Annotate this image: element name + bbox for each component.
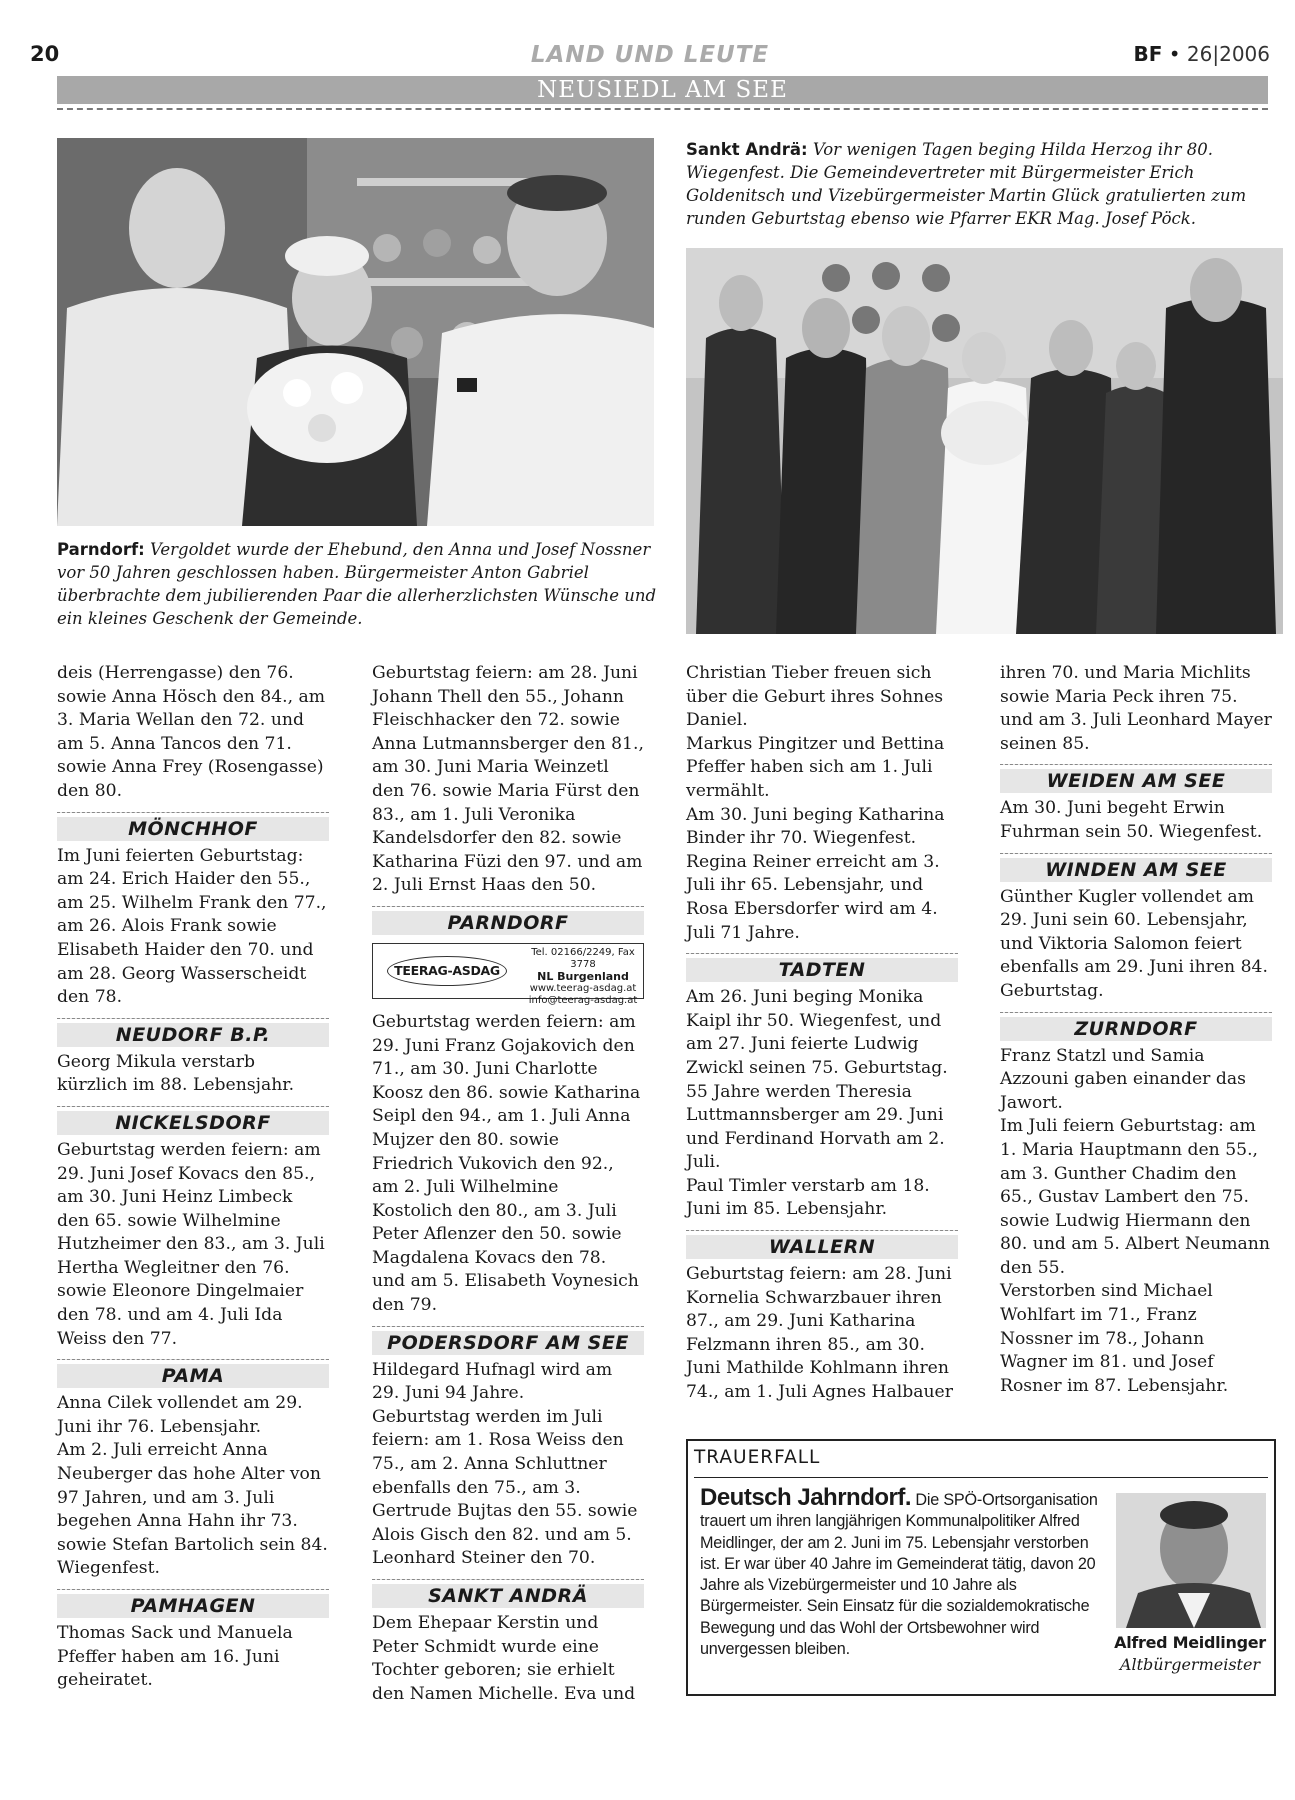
issue-info [1133,42,1270,66]
article-text: Geburtstag feiern: am 28. Juni Johann Thell den 55., Johann Fleischhacker den 72. sowie Anna Lutmannsberger den 81., am 30. Juni Maria Weinzetl den 76. sowie Maria Fürst den 83., am 1. Juli Veronika Kandelsdorfer den 82. sowie Katharina Füzi den 97. und am 2. Juli Ernst Haas den 50. [372,663,644,896]
section-heading-zurndorf: ZURNDORF [1000,1012,1272,1041]
section-heading-nickelsdorf: NICKELSDORF [57,1106,329,1135]
article-text: Anna Cilek vollendet am 29. Juni ihr 76. Lebensjahr. [57,1393,303,1437]
rubric-title: LAND UND LEUTE [530,42,770,68]
page-header [30,42,1270,72]
article-text: Am 2. Juli erreicht Anna Neuberger das hohe Alter von 97 Jahren, und am 3. Juli begehen Anna Hahn ihr 73. sowie Stefan Bartolich sein 84. Wiegenfest. [57,1440,328,1579]
caption-sankt-andrae [686,138,1276,230]
article-text: Am 30. Juni beging Katharina Binder ihr 70. Wiegenfest. [686,804,945,849]
obituary-text: Die SPÖ-Ortsorganisation trauert um ihren langjährigen Kommunalpolitiker Alfred Meidlinger, der am 2. Juni im 75. Lebensjahr verstorben ist. Er war über 40 Jahre im Gemeinderat tätig, davon 20 Jahre als Vizebürgermeister und 10 Jahre als Bürgermeister. Sein Einsatz für die sozialdemokratische Bewegung und das Wohl der Ortsbewohner wird unvergessen bleiben. [700,1491,1098,1659]
advertisement-teerag-asdag[interactable] [372,943,644,1006]
section-heading-winden: WINDEN AM SEE [1000,853,1272,882]
ad-unit: NL Burgenland [537,969,629,983]
photo-parndorf-couple [57,138,654,526]
article-text: Christian Tieber freuen sich über die Geburt ihres Sohnes Daniel. [686,663,944,731]
article-text: ihren 70. und Maria Michlits sowie Maria Peck ihren 75. und am 3. Juli Leonhard Mayer seinen 85. [1000,663,1272,754]
caption-place: Parndorf: [57,540,145,559]
article-text: Günther Kugler vollendet am 29. Juni sein 60. Lebensjahr, und Viktoria Salomon feiert ebenfalls am 29. Juni ihren 84. Geburtstag. [1000,886,1268,1001]
caption-text: Vergoldet wurde der Ehebund, den Anna und Josef Nossner vor 50 Jahren geschlossen haben. Bürgermeister Anton Gabriel überbrachte dem jubilierenden Paar die allerherzlichsten Wünsche und ein kleines Geschenk der Gemeinde. [57,540,657,628]
caption-text: Vor wenigen Tagen beging Hilda Herzog ihr 80. Wiegenfest. Die Gemeindevertreter mit Bürgermeister Erich Goldenitsch und Vizebürgermeister Martin Glück gratulierten zum runden Geburtstag ebenso wie Pfarrer EKR Mag. Josef Pöck. [686,140,1247,228]
bullet: • [1168,42,1181,66]
section-heading-weiden: WEIDEN AM SEE [1000,764,1272,793]
article-text: Geburtstag feiern: am 28. Juni Kornelia Schwarzbauer ihren 87., am 29. Juni Katharina Felzmann ihren 85., am 30. Juni Mathilde Kohlmann ihren 74., am 1. Juli Agnes Halbauer [686,1264,953,1403]
ad-logo: TEERAG-ASDAG [387,956,507,986]
article-text: Georg Mikula verstarb kürzlich im 88. Lebensjahr. [57,1051,295,1096]
magazine-name: BF [1133,42,1163,66]
obituary-text-block [700,1484,1100,1660]
ad-web: www.teerag-asdag.at [529,982,637,994]
section-heading-pamhagen: PAMHAGEN [57,1589,329,1618]
ad-email: info@teerag-asdag.at [528,994,638,1006]
portrait-photo [1116,1493,1266,1628]
article-text: 55 Jahre werden Theresia Luttmannsberger am 29. Juni und Ferdinand Horvath am 2. Juli. [686,1081,945,1173]
photo-sankt-andrae-group [686,248,1283,634]
header-divider [57,108,1268,110]
article-text: Am 30. Juni begeht Erwin Fuhrman sein 50. Wiegenfest. [1000,798,1263,842]
article-text: Markus Pingitzer und Bettina Pfeffer haben sich am 1. Juli vermählt. [686,733,945,801]
section-heading-wallern: WALLERN [686,1230,958,1259]
section-heading-moenchhof: MÖNCHHOF [57,812,329,841]
article-text: Hildegard Hufnagl wird am 29. Juni 94 Jahre. [372,1359,613,1404]
obituary-box [686,1439,1276,1696]
article-text: Verstorben sind Michael Wohlfart im 71., Franz Nossner im 78., Johann Wagner im 81. und Josef Rosner im 87. Lebensjahr. [1000,1281,1229,1396]
column-1 [57,662,329,1693]
obituary-label: TRAUERFALL [694,1447,821,1468]
article-text: Geburtstag werden feiern: am 29. Juni Franz Gojakovich den 71., am 30. Juni Charlotte Koosz den 86. sowie Katharina Seipl den 94., am 1. Juli Anna Mujzer den 80. sowie Friedrich Vukovich den 92., am 2. Juli Wilhelmine Kostolich den 80., am 3. Juli Peter Aflenzer den 50. sowie Magdalena Kovacs den 78. und am 5. Elisabeth Voynesich den 79. [372,1011,641,1316]
section-heading-podersdorf: PODERSDORF AM SEE [372,1326,644,1355]
issue-number: 26|2006 [1186,42,1270,66]
obituary-headline: Deutsch Jahrndorf. [700,1484,912,1511]
caption-place: Sankt Andrä: [686,140,808,159]
ad-phone: Tel. 02166/2249, Fax 3778 [531,946,635,970]
section-heading-parndorf: PARNDORF [372,906,644,935]
section-heading-pama: PAMA [57,1359,329,1388]
page-number: 20 [30,42,60,66]
section-heading-tadten: TADTEN [686,953,958,982]
region-band: NEUSIEDL AM SEE [57,76,1268,104]
obituary-person-name: Alfred Meidlinger [1114,1633,1266,1652]
article-text: Regina Reiner erreicht am 3. Juli ihr 65. Lebensjahr, und Rosa Ebersdorfer wird am 4. Juli 71 Jahre. [686,851,940,943]
article-text: Geburtstag werden feiern: am 29. Juni Josef Kovacs den 85., am 30. Juni Heinz Limbeck den 65. sowie Wilhelmine Hutzheimer den 83., am 3. Juli Hertha Wegleitner den 76. sowie Eleonore Dingelmaier den 78. und am 4. Juli Ida Weiss den 77. [57,1139,325,1349]
article-text: Dem Ehepaar Kerstin und Peter Schmidt wurde eine Tochter geboren; sie erhielt den Namen Michelle. Eva und [372,1613,636,1704]
section-heading-sankt-andrae: SANKT ANDRÄ [372,1579,644,1608]
article-text: Thomas Sack und Manuela Pfeffer haben am 16. Juni geheiratet. [57,1623,293,1691]
article-text: Paul Timler verstarb am 18. Juni im 85. Lebensjahr. [686,1175,930,1220]
section-heading-neudorf: NEUDORF B.P. [57,1018,329,1047]
column-2 [372,662,644,1706]
column-3 [686,662,958,1405]
obituary-person-role: Altbürgermeister [1119,1655,1261,1674]
article-text: Geburtstag werden im Juli feiern: am 1. Rosa Weiss den 75., am 2. Anna Schluttner ebenfalls den 75., am 3. Gertrude Bujtas den 55. sowie Alois Gisch den 82. und am 5. Leonhard Steiner den 70. [372,1406,638,1569]
ad-contact [523,947,643,1007]
article-text: deis (Herrengasse) den 76. sowie Anna Hösch den 84., am 3. Maria Wellan den 72. und am 5. Anna Tancos den 71. sowie Anna Frey (Rosengasse) den 80. [57,663,326,801]
article-text: Franz Statzl und Samia Azzouni gaben einander das Jawort. [1000,1045,1246,1113]
article-text: Im Juni feierten Geburtstag: am 24. Erich Haider den 55., am 25. Wilhelm Frank den 77., am 26. Alois Frank sowie Elisabeth Haider den 70. und am 28. Georg Wasserscheidt den 78. [57,845,327,1008]
article-text: Am 26. Juni beging Monika Kaipl ihr 50. Wiegenfest, und am 27. Juni feierte Ludwig Zwickl seinen 75. Geburtstag. [686,987,948,1078]
obituary-divider [694,1477,1268,1478]
caption-parndorf [57,538,657,630]
article-text: Im Juli feiern Geburtstag: am 1. Maria Hauptmann den 55., am 3. Gunther Chadim den 65., Gustav Lambert den 75. sowie Ludwig Hiermann den 80. und am 5. Albert Neumann den 55. [1000,1116,1270,1278]
column-4 [1000,662,1272,1398]
